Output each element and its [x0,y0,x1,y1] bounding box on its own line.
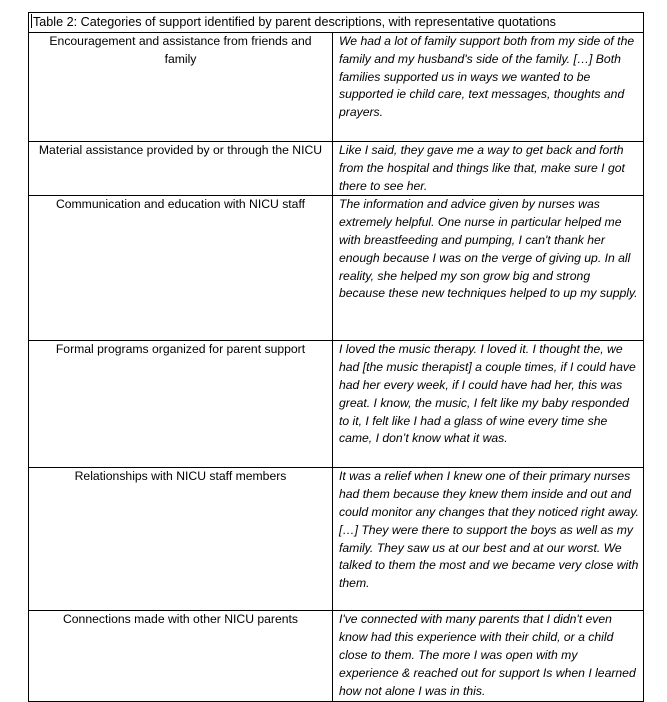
category-cell: Communication and education with NICU staff [29,196,333,341]
table-row [29,142,644,196]
table-row [29,468,644,611]
caption-row [29,13,644,33]
table-caption: Table 2: Categories of support identified by parent descriptions, with representative quotations [33,15,556,29]
category-cell: Connections made with other NICU parents [29,611,333,702]
category-cell: Relationships with NICU staff members [29,468,333,611]
quote-cell: I loved the music therapy. I loved it. I thought the, we had [the music therapist] a couple times, if I could have had her every week, if I could have had her, this was great. I know, the music, I felt like my baby responded to it, I felt like I had a glass of wine every time she came, I don’t know what it was. [333,341,644,468]
text-cursor [31,14,32,28]
table-row [29,33,644,142]
table-row [29,341,644,468]
table-row [29,611,644,702]
category-cell: Material assistance provided by or through the NICU [29,142,333,196]
quote-cell: We had a lot of family support both from my side of the family and my husband's side of the family. […] Both families supported us in ways we wanted to be supported ie child care, text messages, thoughts and prayers. [333,33,644,142]
quote-cell: It was a relief when I knew one of their primary nurses had them because they knew them inside and out and could monitor any changes that they noticed right away. […] They were there to support the boys as well as my family. They saw us at our best and at our worst. We talked to them the most and we became very close with them. [333,468,644,611]
table-caption-cell [29,13,644,33]
quote-cell: I've connected with many parents that I didn't even know had this experience with their child, or a child close to them. The more I was open with my experience & reached out for support Is when I learned how not alone I was in this. [333,611,644,702]
quote-cell: Like I said, they gave me a way to get back and forth from the hospital and things like that, make sure I got there to see her. [333,142,644,196]
table-row [29,196,644,341]
support-categories-table [28,12,644,702]
category-cell: Encouragement and assistance from friends and family [29,33,333,142]
quote-cell: The information and advice given by nurses was extremely helpful. One nurse in particular helped me with breastfeeding and pumping, I can't thank her enough because I was on the verge of giving up. In all reality, she helped my son grow big and strong because these new techniques helped to up my supply. [333,196,644,341]
category-cell: Formal programs organized for parent support [29,341,333,468]
